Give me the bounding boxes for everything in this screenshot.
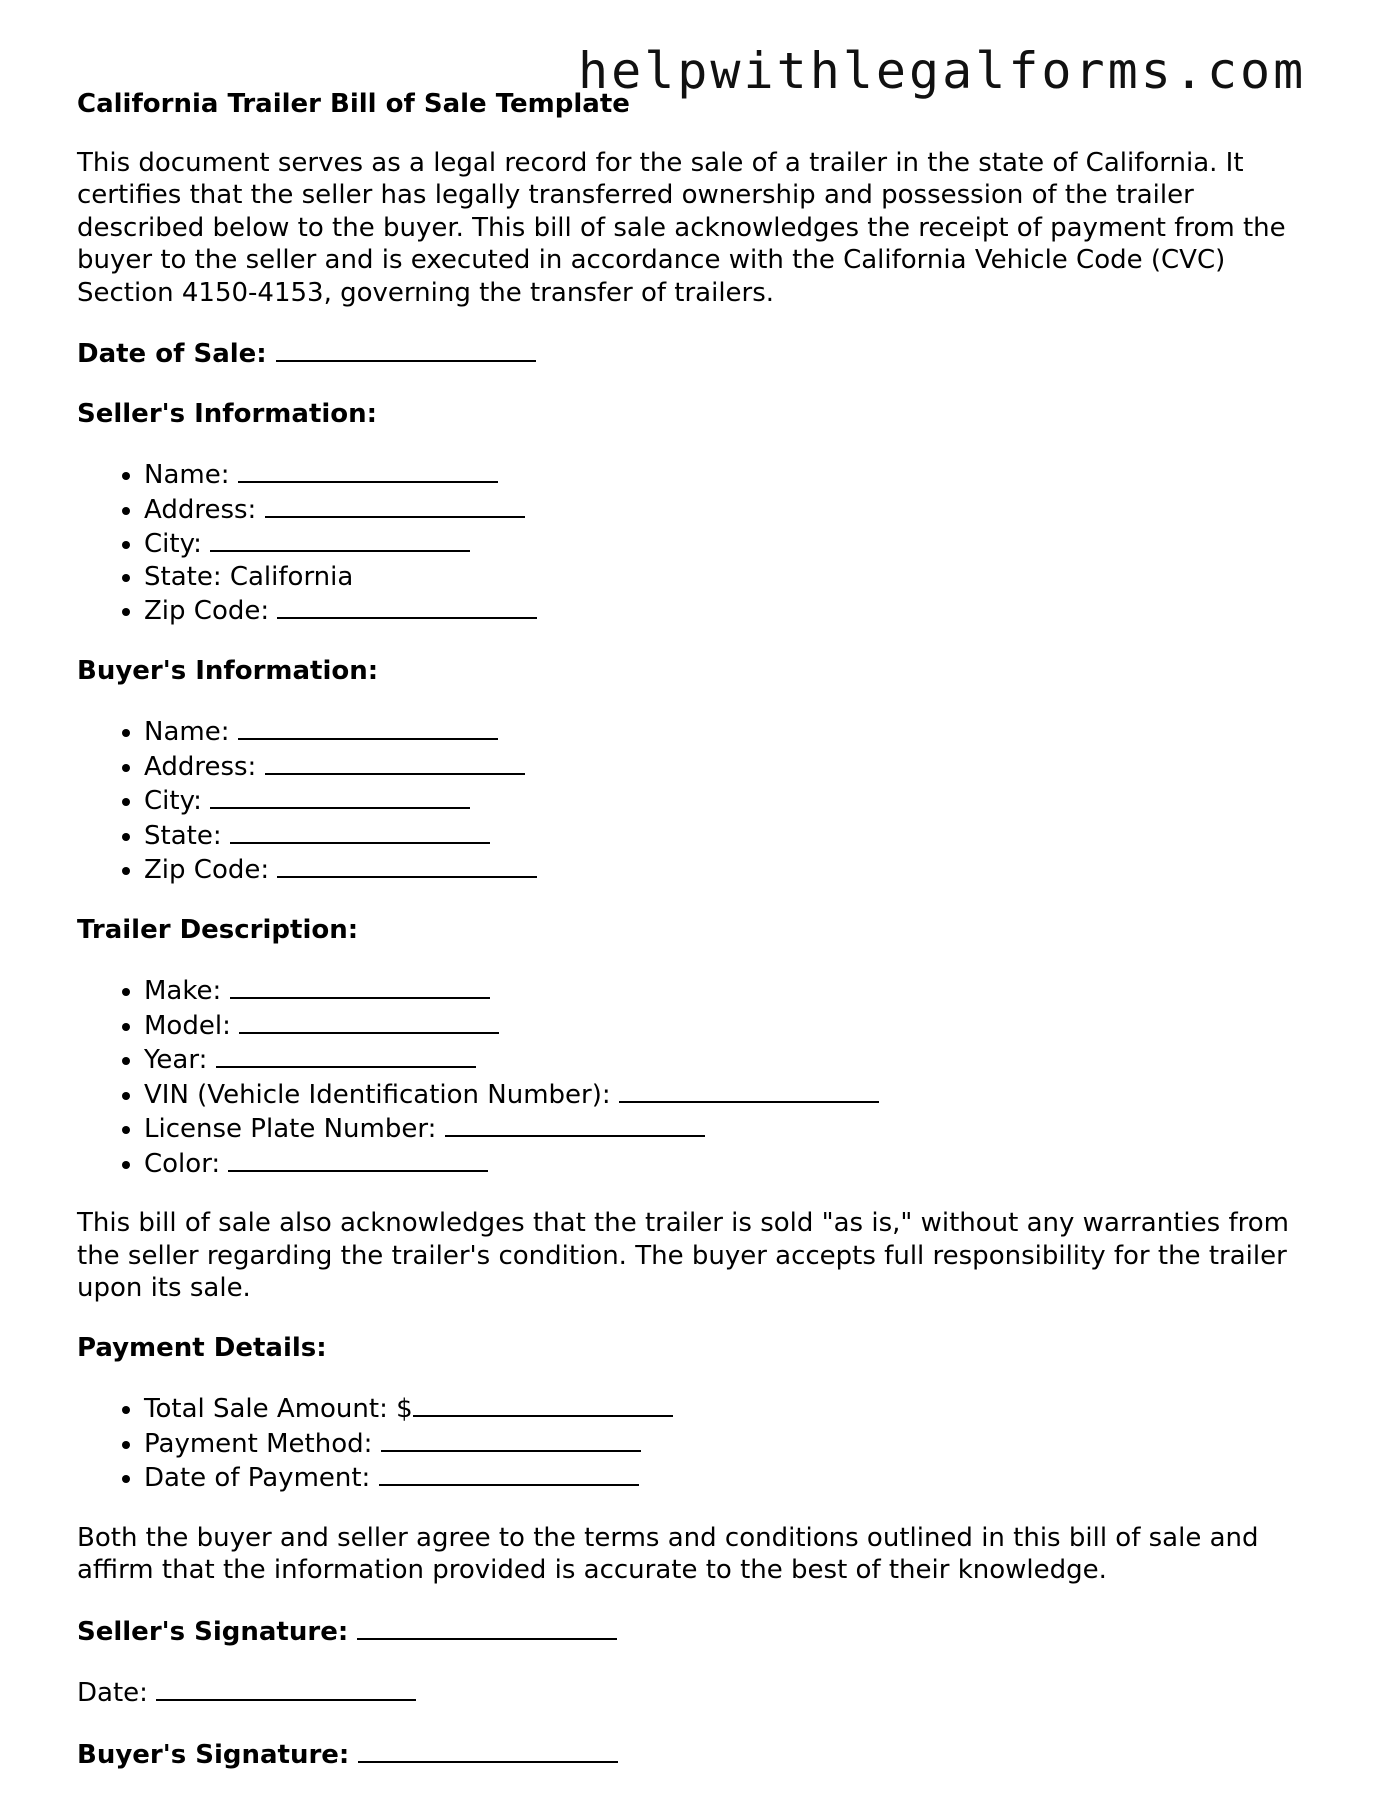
buyer-zip-label: Zip Code: [144, 855, 270, 885]
seller-state-label: State: California [144, 561, 354, 592]
seller-name-field[interactable] [238, 457, 498, 483]
trailer-make-label: Make: [144, 976, 222, 1006]
payment-method-label: Payment Method: [144, 1428, 373, 1459]
site-watermark: helpwithlegalforms.com [578, 42, 1307, 100]
buyer-name-item [144, 714, 1327, 749]
seller-address-field[interactable] [265, 492, 525, 518]
as-is-paragraph: This bill of sale also acknowledges that the trailer is sold "as is," without any warranties from the seller regarding the trailer's condition. The buyer accepts full responsibility for the trailer upon its sale. [77, 1208, 1289, 1303]
payment-date-label: Date of Payment: [144, 1463, 371, 1493]
payment-method-item [144, 1426, 1327, 1461]
seller-city-label: City: [144, 529, 202, 559]
signature-date-row [77, 1675, 1327, 1710]
buyer-signature-row [77, 1737, 1327, 1772]
buyer-name-field[interactable] [238, 714, 498, 740]
payment-details-list [77, 1391, 1327, 1495]
payment-total-field[interactable] [413, 1391, 673, 1417]
trailer-plate-label: License Plate Number: [144, 1114, 437, 1144]
payment-details-heading: Payment Details: [77, 1332, 327, 1363]
buyer-city-label: City: [144, 786, 202, 816]
buyer-city-field[interactable] [210, 783, 470, 809]
buyer-address-field[interactable] [265, 749, 525, 775]
document-title: California Trailer Bill of Sale Template [77, 89, 630, 119]
seller-name-item [144, 457, 1327, 492]
trailer-color-field[interactable] [228, 1146, 488, 1172]
trailer-description-heading: Trailer Description: [77, 914, 359, 945]
signature-date-field[interactable] [156, 1675, 416, 1701]
seller-address-item [144, 492, 1327, 527]
buyer-info-list [77, 714, 1327, 887]
seller-info-list [77, 457, 1327, 628]
trailer-year-label: Year: [144, 1045, 208, 1075]
trailer-model-label: Model: [144, 1010, 231, 1041]
trailer-description-list [77, 973, 1327, 1180]
trailer-vin-item [144, 1077, 1327, 1112]
trailer-plate-item [144, 1111, 1327, 1146]
trailer-plate-field[interactable] [445, 1111, 705, 1137]
trailer-make-field[interactable] [230, 973, 490, 999]
seller-city-field[interactable] [210, 526, 470, 552]
payment-date-item [144, 1460, 1327, 1495]
payment-date-field[interactable] [379, 1460, 639, 1486]
trailer-year-item [144, 1042, 1327, 1077]
buyer-state-field[interactable] [230, 818, 490, 844]
trailer-vin-field[interactable] [619, 1077, 879, 1103]
date-of-sale-field[interactable] [276, 336, 536, 362]
seller-zip-field[interactable] [277, 593, 537, 619]
document-body [77, 88, 1327, 1798]
payment-method-field[interactable] [381, 1426, 641, 1452]
date-of-sale-label: Date of Sale: [77, 339, 267, 369]
buyer-address-item [144, 749, 1327, 784]
seller-address-label: Address: [144, 494, 257, 525]
signature-date-label: Date: [77, 1678, 148, 1708]
buyer-zip-item [144, 852, 1327, 887]
intro-paragraph: This document serves as a legal record for the sale of a trailer in the state of California. It certifies that the seller has legally transferred ownership and possession of the trailer described below to the buyer. This bill of sale acknowledges the receipt of payment from the buyer to the seller and is executed in accordance with the California Vehicle Code (CVC) Section 4150-4153, governing the transfer of trailers. [77, 147, 1286, 308]
seller-name-label: Name: [144, 460, 230, 490]
seller-info-heading: Seller's Information: [77, 398, 378, 429]
trailer-model-field[interactable] [239, 1008, 499, 1034]
seller-signature-field[interactable] [357, 1614, 617, 1640]
buyer-signature-field[interactable] [358, 1737, 618, 1763]
seller-city-item [144, 526, 1327, 561]
buyer-info-heading: Buyer's Information: [77, 655, 379, 686]
seller-state-item [144, 561, 1327, 594]
buyer-city-item [144, 783, 1327, 818]
buyer-signature-label: Buyer's Signature: [77, 1739, 350, 1770]
trailer-color-item [144, 1146, 1327, 1181]
payment-total-label: Total Sale Amount: $ [144, 1394, 413, 1424]
trailer-make-item [144, 973, 1327, 1008]
buyer-name-label: Name: [144, 717, 230, 747]
payment-total-item [144, 1391, 1327, 1426]
seller-signature-label: Seller's Signature: [77, 1616, 349, 1647]
trailer-color-label: Color: [144, 1148, 221, 1179]
seller-zip-item [144, 593, 1327, 628]
seller-zip-label: Zip Code: [144, 596, 270, 626]
seller-signature-row [77, 1614, 1327, 1649]
trailer-vin-label: VIN (Vehicle Identification Number): [144, 1079, 611, 1110]
buyer-address-label: Address: [144, 751, 257, 782]
buyer-zip-field[interactable] [277, 852, 537, 878]
buyer-state-label: State: [144, 820, 222, 851]
trailer-year-field[interactable] [216, 1042, 476, 1068]
trailer-model-item [144, 1008, 1327, 1043]
buyer-state-item [144, 818, 1327, 853]
agreement-paragraph: Both the buyer and seller agree to the terms and conditions outlined in this bill of sale and affirm that the information provided is accurate to the best of their knowledge. [77, 1522, 1259, 1585]
date-of-sale-row [77, 336, 1327, 371]
